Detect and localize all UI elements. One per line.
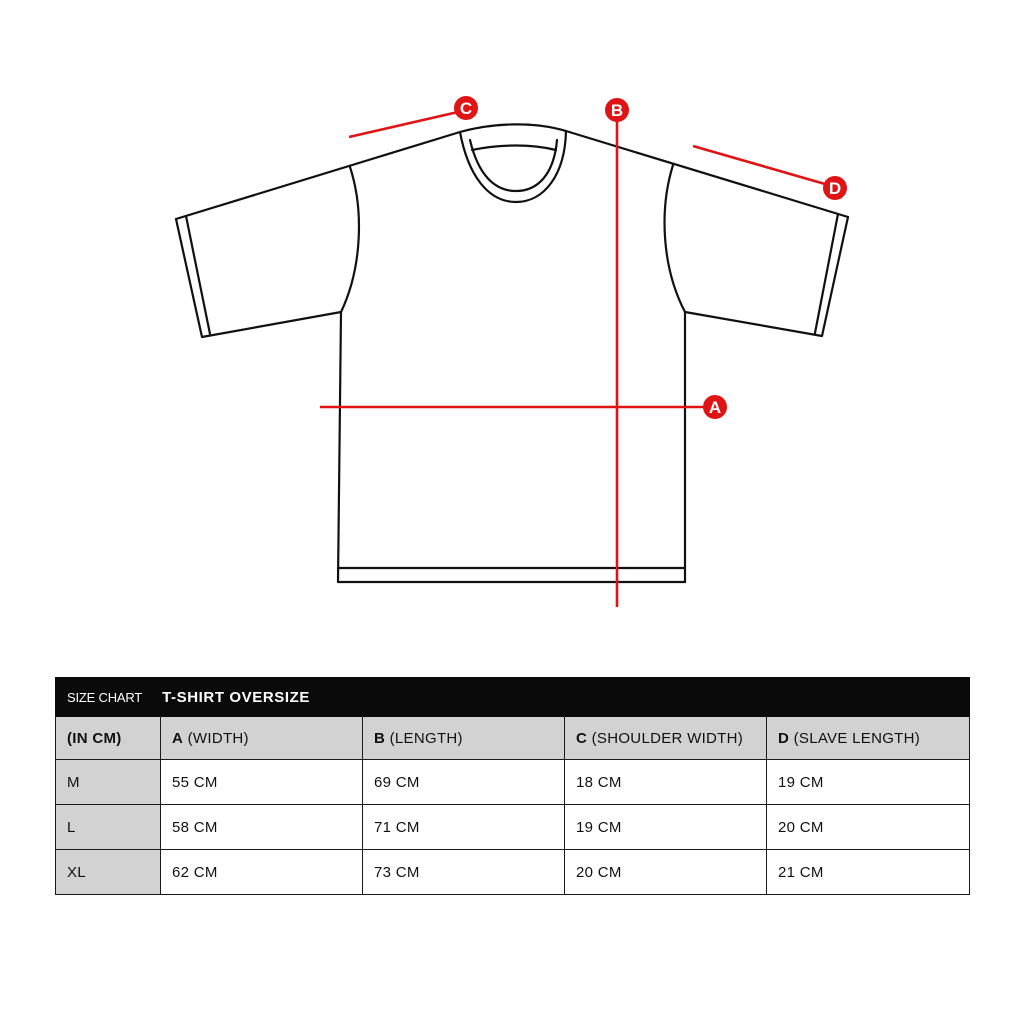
table-cell: 20 CM	[767, 805, 970, 850]
measure-line-c	[349, 112, 458, 137]
product-title: T-SHIRT OVERSIZE	[162, 688, 311, 706]
table-cell: 19 CM	[767, 760, 970, 805]
table-cell: 21 CM	[767, 850, 970, 895]
tshirt-right-sleeve	[685, 217, 848, 336]
measure-marker-b-label: B	[610, 101, 624, 120]
column-title: (WIDTH)	[183, 729, 249, 747]
table-cell: 20 CM	[565, 850, 767, 895]
measure-line-d	[693, 146, 825, 184]
table-cell: 58 CM	[161, 805, 363, 850]
tshirt-right-armhole	[665, 165, 685, 312]
tshirt-left-armhole	[341, 167, 359, 312]
table-row-m	[56, 760, 970, 805]
tshirt-left-sleeve	[176, 219, 341, 337]
measure-marker-c-label: C	[459, 99, 473, 118]
unit-label: (IN CM)	[56, 717, 161, 760]
size-chart-table	[55, 677, 970, 895]
tshirt-back-neck	[460, 124, 566, 132]
measure-marker-c	[454, 96, 478, 120]
table-cell: 69 CM	[363, 760, 565, 805]
column-header-b	[363, 717, 565, 760]
size-label: M	[56, 760, 161, 805]
column-title: (SHOULDER WIDTH)	[587, 729, 744, 747]
measure-marker-a-label: A	[708, 398, 722, 417]
size-label: L	[56, 805, 161, 850]
size-label: XL	[56, 850, 161, 895]
table-row-xl	[56, 850, 970, 895]
tshirt-right-shoulder	[566, 131, 848, 217]
measure-marker-d	[823, 176, 847, 200]
table-header-row	[56, 717, 970, 760]
size-chart-title-row	[56, 678, 970, 717]
measure-marker-a	[703, 395, 727, 419]
column-letter: D	[778, 729, 790, 747]
measure-marker-d-label: D	[828, 179, 842, 198]
column-title: (LENGTH)	[385, 729, 463, 747]
table-cell: 71 CM	[363, 805, 565, 850]
tshirt-outline	[176, 124, 848, 582]
tshirt-hem	[338, 568, 685, 582]
column-header-d	[767, 717, 970, 760]
column-letter: C	[576, 729, 588, 747]
column-letter: A	[172, 729, 184, 747]
column-title: (SLAVE LENGTH)	[789, 729, 921, 747]
column-header-a	[161, 717, 363, 760]
column-header-c	[565, 717, 767, 760]
table-cell: 19 CM	[565, 805, 767, 850]
size-chart-label: SIZE CHART	[67, 689, 143, 705]
size-chart-title-cell	[56, 678, 970, 717]
table-cell: 55 CM	[161, 760, 363, 805]
table-cell: 18 CM	[565, 760, 767, 805]
tshirt-back-neck-inner	[472, 146, 556, 151]
column-letter: B	[374, 729, 386, 747]
table-cell: 73 CM	[363, 850, 565, 895]
table-cell: 62 CM	[161, 850, 363, 895]
tshirt-left-shoulder	[176, 132, 460, 219]
measure-marker-b	[605, 98, 629, 122]
table-row-l	[56, 805, 970, 850]
tshirt-left-side	[338, 312, 341, 582]
